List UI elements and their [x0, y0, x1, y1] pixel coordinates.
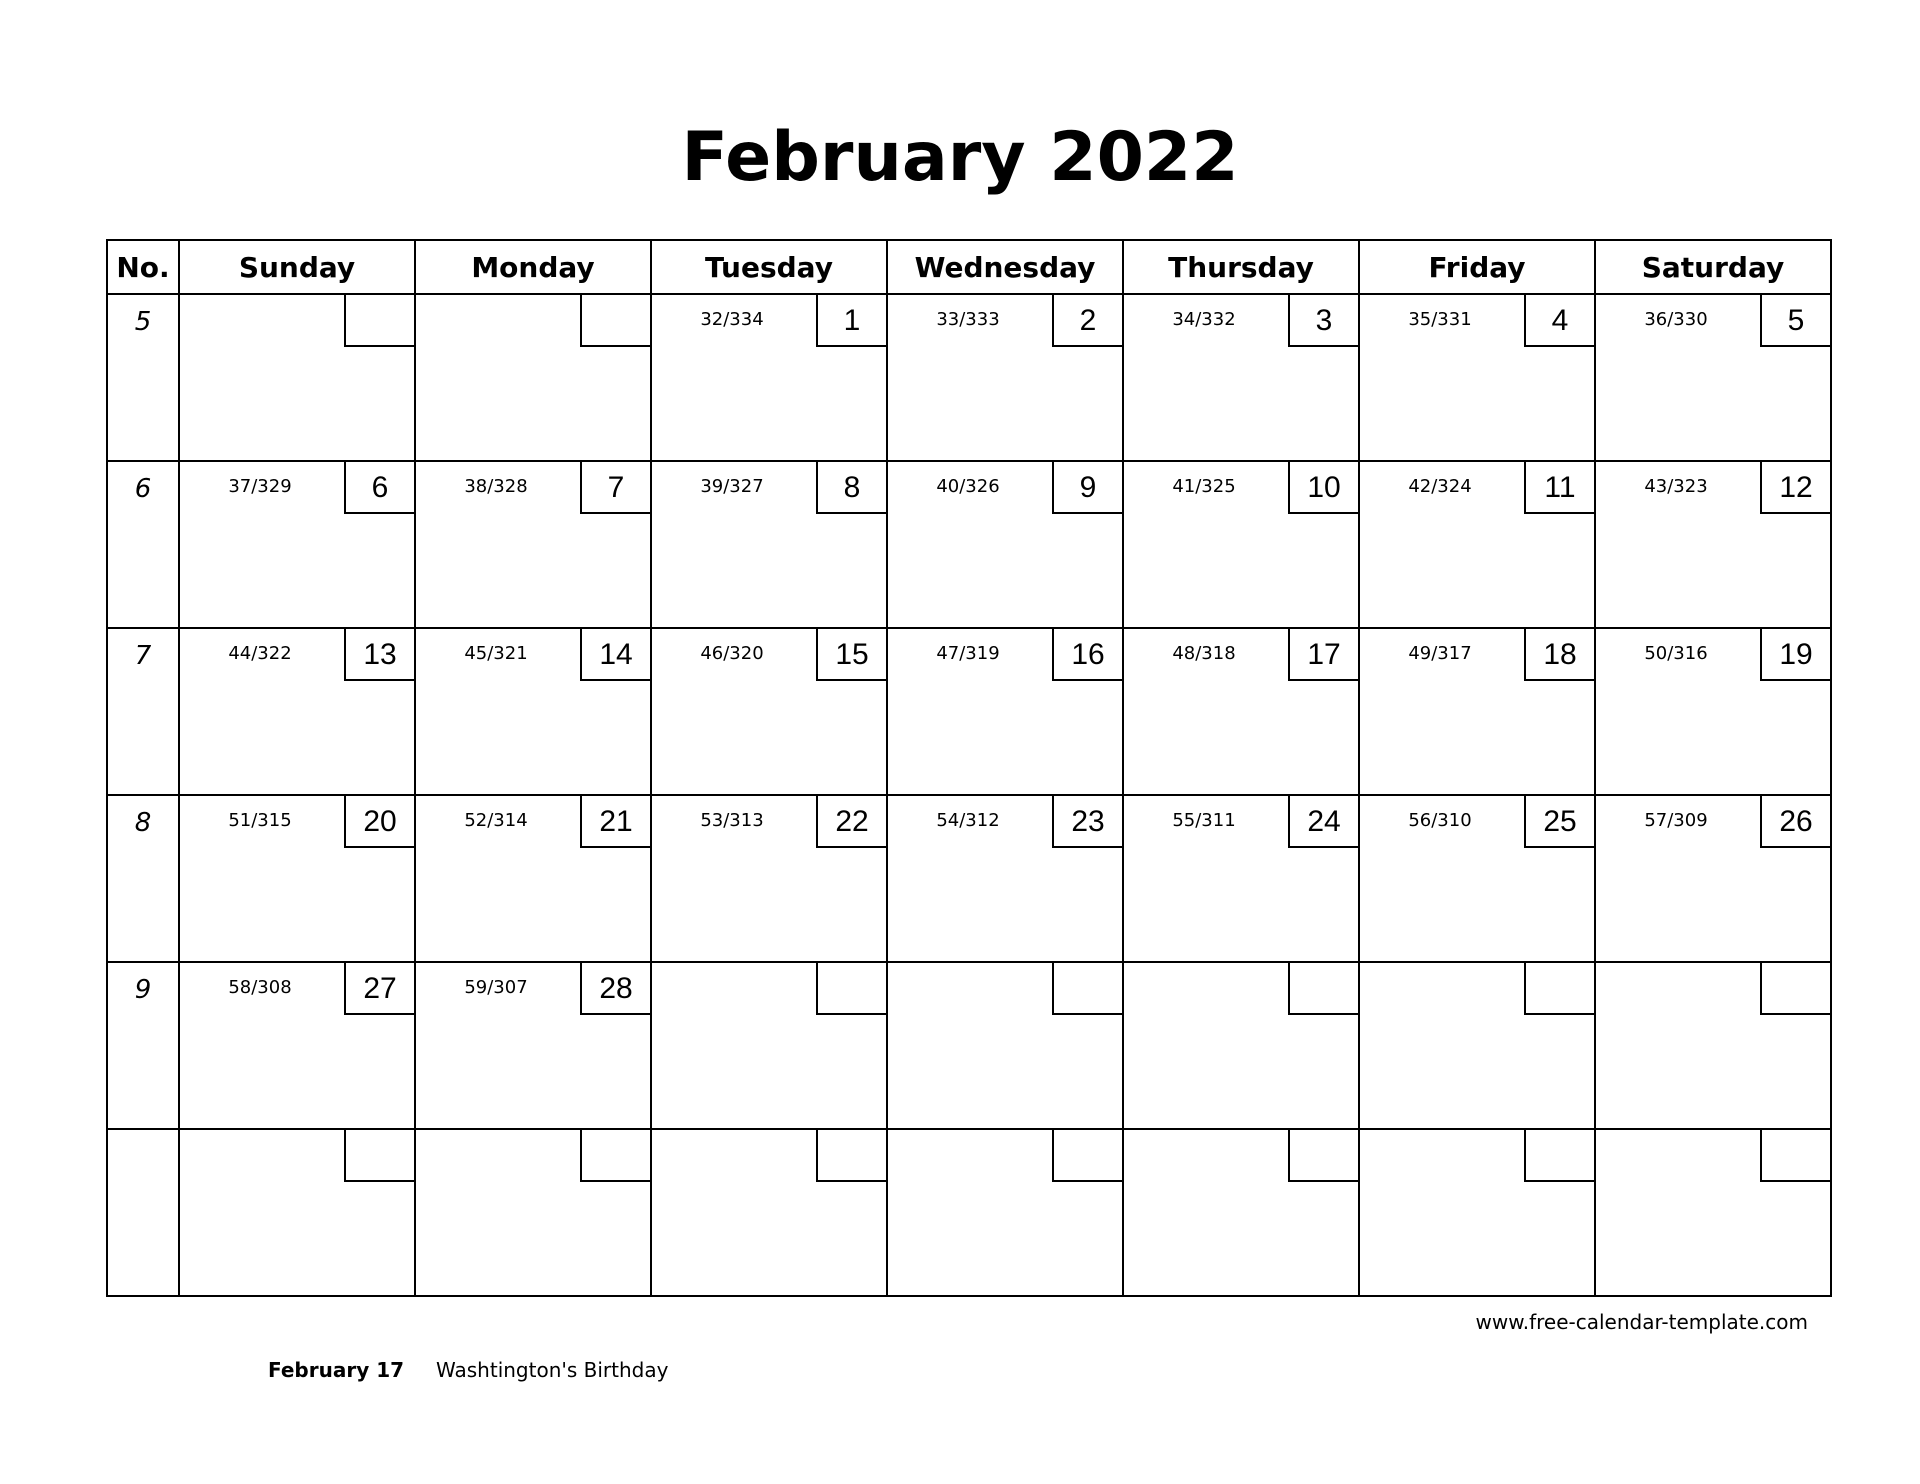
day-of-year: 45/321 [464, 643, 528, 664]
day-cell-content [180, 462, 414, 627]
day-cell-content [1360, 462, 1594, 627]
day-of-year: 47/319 [936, 643, 1000, 664]
day-of-year: 56/310 [1408, 810, 1472, 831]
day-number-box [344, 1130, 414, 1182]
day-cell-content [652, 796, 886, 961]
day-cell-content [1596, 796, 1830, 961]
day-of-year: 54/312 [936, 810, 1000, 831]
day-cell-content [416, 963, 650, 1128]
day-cell[interactable] [651, 1129, 887, 1296]
day-number-box: 28 [580, 963, 650, 1015]
day-cell-content [888, 462, 1122, 627]
day-cell-content [180, 1130, 414, 1295]
day-of-year: 46/320 [700, 643, 764, 664]
week-row [107, 1129, 1831, 1296]
day-cell[interactable] [1123, 962, 1359, 1129]
day-number-box [816, 1130, 886, 1182]
week-row [107, 628, 1831, 795]
day-of-year: 52/314 [464, 810, 528, 831]
day-cell[interactable] [1123, 628, 1359, 795]
day-number-box: 8 [816, 462, 886, 514]
day-cell-content [888, 295, 1122, 460]
day-number-box: 10 [1288, 462, 1358, 514]
week-number: 5 [134, 307, 152, 337]
day-number-box [344, 295, 414, 347]
day-cell-content [1124, 295, 1358, 460]
day-cell[interactable] [1595, 294, 1831, 461]
day-cell[interactable] [1359, 628, 1595, 795]
day-of-year: 35/331 [1408, 309, 1472, 330]
day-cell-content [1596, 1130, 1830, 1295]
day-number-box [580, 1130, 650, 1182]
day-cell-content [652, 295, 886, 460]
day-number-box: 11 [1524, 462, 1594, 514]
day-number-box: 4 [1524, 295, 1594, 347]
week-number: 7 [134, 641, 152, 671]
day-cell[interactable] [1359, 1129, 1595, 1296]
day-cell[interactable] [179, 1129, 415, 1296]
week-row [107, 795, 1831, 962]
day-of-year: 50/316 [1644, 643, 1708, 664]
day-cell-content [416, 796, 650, 961]
day-cell[interactable] [1123, 461, 1359, 628]
day-number-box: 26 [1760, 796, 1830, 848]
day-cell-content [652, 629, 886, 794]
day-cell-content [1596, 295, 1830, 460]
day-cell[interactable] [1595, 461, 1831, 628]
week-number: 9 [134, 975, 152, 1005]
day-cell-content [416, 462, 650, 627]
day-cell-content [1360, 1130, 1594, 1295]
day-cell-content [1124, 1130, 1358, 1295]
day-cell-content [180, 295, 414, 460]
day-cell-content [1360, 963, 1594, 1128]
header-week-number: No. [107, 240, 179, 294]
header-saturday: Saturday [1595, 240, 1831, 294]
day-cell-content [1596, 629, 1830, 794]
day-number-box: 5 [1760, 295, 1830, 347]
day-number-box [1524, 963, 1594, 1015]
day-number-box: 9 [1052, 462, 1122, 514]
day-cell[interactable] [1359, 962, 1595, 1129]
day-number-box: 25 [1524, 796, 1594, 848]
week-row [107, 294, 1831, 461]
day-cell-content [888, 796, 1122, 961]
day-cell-content [416, 295, 650, 460]
day-cell-content [1360, 629, 1594, 794]
day-cell[interactable] [415, 795, 651, 962]
day-cell-content [180, 629, 414, 794]
week-number-cell [107, 628, 179, 795]
day-of-year: 49/317 [1408, 643, 1472, 664]
day-cell-content [1124, 462, 1358, 627]
day-number-box [1052, 1130, 1122, 1182]
day-of-year: 48/318 [1172, 643, 1236, 664]
day-cell[interactable] [887, 628, 1123, 795]
day-cell[interactable] [887, 962, 1123, 1129]
day-cell-content [652, 462, 886, 627]
day-cell[interactable] [179, 628, 415, 795]
day-number-box: 15 [816, 629, 886, 681]
day-cell[interactable] [415, 962, 651, 1129]
day-cell[interactable] [1359, 461, 1595, 628]
day-cell-content [888, 629, 1122, 794]
day-cell[interactable] [415, 461, 651, 628]
header-wednesday: Wednesday [887, 240, 1123, 294]
day-cell[interactable] [651, 795, 887, 962]
week-row [107, 461, 1831, 628]
day-of-year: 36/330 [1644, 309, 1708, 330]
day-number-box [1524, 1130, 1594, 1182]
day-cell[interactable] [1359, 294, 1595, 461]
day-number-box [1052, 963, 1122, 1015]
day-of-year: 42/324 [1408, 476, 1472, 497]
day-cell[interactable] [179, 461, 415, 628]
day-number-box: 19 [1760, 629, 1830, 681]
calendar-grid [106, 239, 1832, 1297]
day-number-box [1288, 963, 1358, 1015]
day-cell-content [1124, 629, 1358, 794]
day-number-box: 24 [1288, 796, 1358, 848]
day-number-box: 2 [1052, 295, 1122, 347]
day-cell-content [888, 1130, 1122, 1295]
day-cell-content [416, 629, 650, 794]
day-cell[interactable] [651, 461, 887, 628]
day-cell[interactable] [651, 628, 887, 795]
header-friday: Friday [1359, 240, 1595, 294]
day-cell[interactable] [1595, 795, 1831, 962]
day-cell[interactable] [1595, 628, 1831, 795]
day-cell[interactable] [887, 795, 1123, 962]
day-number-box: 20 [344, 796, 414, 848]
day-of-year: 43/323 [1644, 476, 1708, 497]
header-monday: Monday [415, 240, 651, 294]
day-of-year: 34/332 [1172, 309, 1236, 330]
day-cell[interactable] [415, 1129, 651, 1296]
day-of-year: 39/327 [700, 476, 764, 497]
day-number-box: 1 [816, 295, 886, 347]
week-row [107, 962, 1831, 1129]
day-cell-content [180, 963, 414, 1128]
day-cell-content [1360, 295, 1594, 460]
day-cell[interactable] [415, 294, 651, 461]
day-number-box: 6 [344, 462, 414, 514]
day-number-box: 17 [1288, 629, 1358, 681]
day-cell[interactable] [1123, 294, 1359, 461]
day-number-box [580, 295, 650, 347]
day-number-box: 18 [1524, 629, 1594, 681]
day-of-year: 41/325 [1172, 476, 1236, 497]
header-sunday: Sunday [179, 240, 415, 294]
day-of-year: 40/326 [936, 476, 1000, 497]
day-of-year: 33/333 [936, 309, 1000, 330]
day-cell-content [1596, 963, 1830, 1128]
day-of-year: 59/307 [464, 977, 528, 998]
day-cell[interactable] [887, 461, 1123, 628]
week-number-cell [107, 795, 179, 962]
day-of-year: 57/309 [1644, 810, 1708, 831]
week-number-cell [107, 1129, 179, 1296]
day-cell-content [652, 963, 886, 1128]
day-cell[interactable] [1359, 795, 1595, 962]
day-of-year: 44/322 [228, 643, 292, 664]
day-cell[interactable] [179, 795, 415, 962]
week-number: 6 [134, 474, 152, 504]
day-cell[interactable] [651, 294, 887, 461]
header-tuesday: Tuesday [651, 240, 887, 294]
day-number-box: 13 [344, 629, 414, 681]
week-number-cell [107, 461, 179, 628]
website-link[interactable]: www.free-calendar-template.com [1475, 1310, 1808, 1334]
week-number: 8 [134, 808, 152, 838]
day-cell[interactable] [1123, 1129, 1359, 1296]
week-number [108, 1130, 178, 1142]
day-cell[interactable] [1123, 795, 1359, 962]
day-of-year: 51/315 [228, 810, 292, 831]
day-cell[interactable] [1595, 962, 1831, 1129]
day-cell-content [1124, 963, 1358, 1128]
day-number-box [1288, 1130, 1358, 1182]
day-of-year: 37/329 [228, 476, 292, 497]
day-cell-content [1124, 796, 1358, 961]
day-cell[interactable] [887, 294, 1123, 461]
day-of-year: 38/328 [464, 476, 528, 497]
day-of-year: 32/334 [700, 309, 764, 330]
day-number-box [1760, 1130, 1830, 1182]
day-cell-content [888, 963, 1122, 1128]
day-number-box: 3 [1288, 295, 1358, 347]
day-number-box [816, 963, 886, 1015]
day-number-box: 21 [580, 796, 650, 848]
holiday-name: Washtington's Birthday [436, 1358, 669, 1382]
holiday-date: February 17 [268, 1358, 405, 1382]
day-cell[interactable] [179, 294, 415, 461]
day-of-year: 55/311 [1172, 810, 1236, 831]
week-number-cell [107, 962, 179, 1129]
calendar-title: February 2022 [681, 118, 1239, 197]
day-cell-content [180, 796, 414, 961]
day-cell-content [1360, 796, 1594, 961]
day-cell[interactable] [1595, 1129, 1831, 1296]
day-number-box: 27 [344, 963, 414, 1015]
header-thursday: Thursday [1123, 240, 1359, 294]
day-number-box: 16 [1052, 629, 1122, 681]
day-cell[interactable] [887, 1129, 1123, 1296]
holiday-note [268, 1358, 668, 1382]
week-number-cell [107, 294, 179, 461]
day-cell[interactable] [415, 628, 651, 795]
day-cell-content [652, 1130, 886, 1295]
day-number-box: 22 [816, 796, 886, 848]
day-of-year: 58/308 [228, 977, 292, 998]
day-cell[interactable] [179, 962, 415, 1129]
day-number-box: 7 [580, 462, 650, 514]
day-of-year: 53/313 [700, 810, 764, 831]
day-cell[interactable] [651, 962, 887, 1129]
day-number-box [1760, 963, 1830, 1015]
header-row [107, 240, 1831, 294]
day-number-box: 14 [580, 629, 650, 681]
day-number-box: 12 [1760, 462, 1830, 514]
day-cell-content [1596, 462, 1830, 627]
day-number-box: 23 [1052, 796, 1122, 848]
day-cell-content [416, 1130, 650, 1295]
